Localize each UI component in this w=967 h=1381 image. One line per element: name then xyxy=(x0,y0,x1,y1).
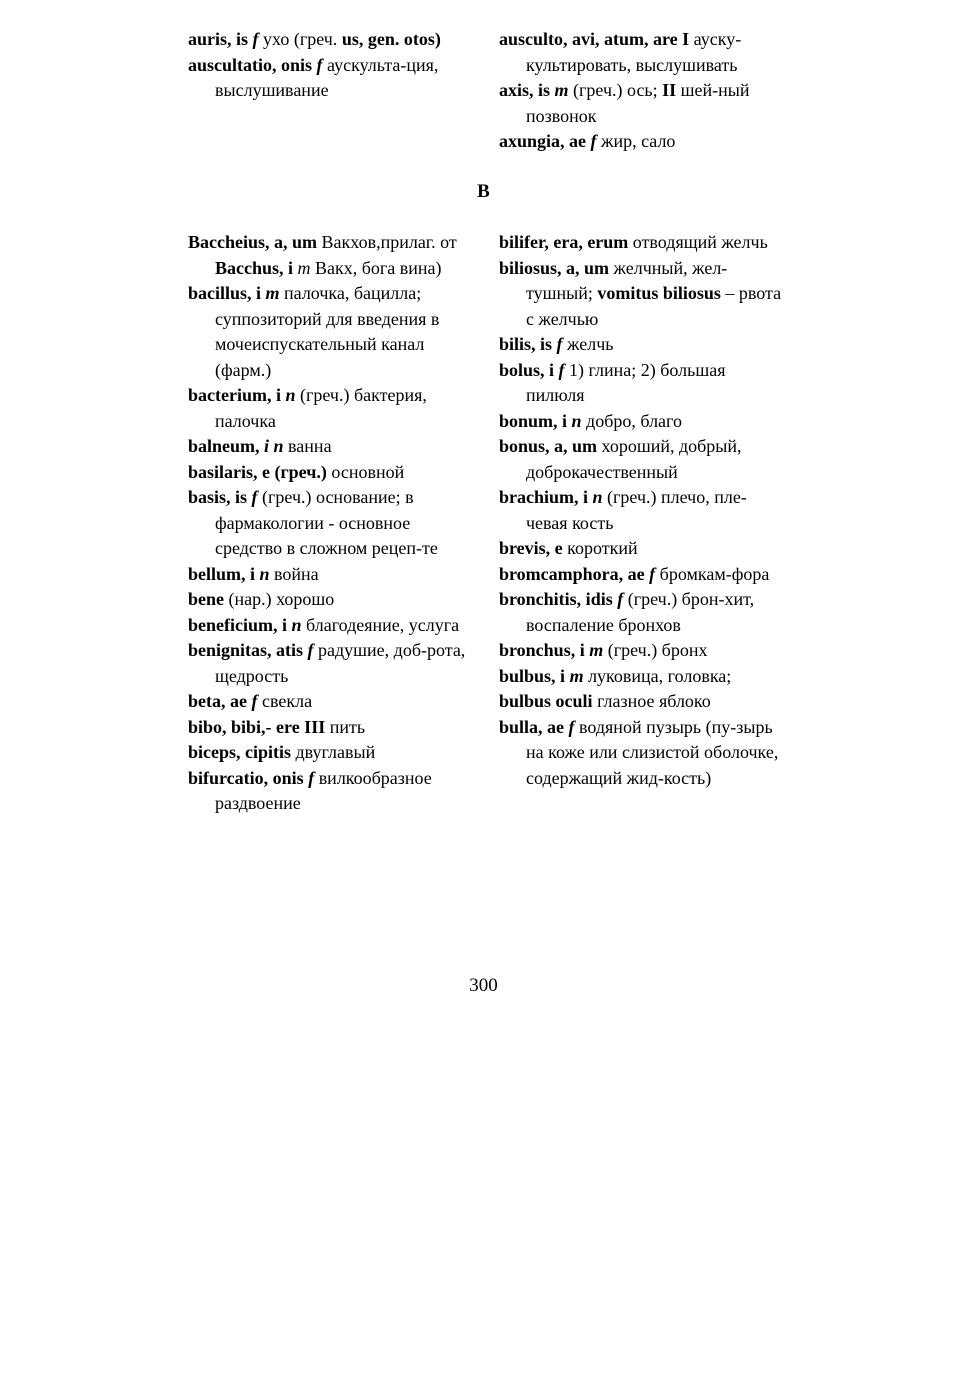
entry-headword: bronchitis, idis xyxy=(499,589,618,609)
entry-definition: водяной пузырь (пу-зырь на коже или слизистой оболочке, содержащий жид-кость) xyxy=(526,716,779,788)
entry-definition: (греч.) бронх xyxy=(603,640,708,660)
dictionary-entry xyxy=(188,613,473,639)
entry-definition: желчь xyxy=(562,334,614,354)
entry-definition: луковица, головка; xyxy=(583,665,732,686)
entry-headword: bulla, ae xyxy=(499,716,569,737)
entry-headword: bifurcatio, onis xyxy=(188,767,309,788)
entry-definition: бромкам-фора xyxy=(655,563,770,584)
entry-headword: basilaris, e (греч.) xyxy=(188,461,327,482)
dictionary-entry xyxy=(188,460,473,486)
top-right-column xyxy=(499,27,784,155)
entry-definition: ванна xyxy=(283,436,332,456)
entry-headword: auscultatio, onis xyxy=(188,54,317,75)
entry-grammar-mark: f xyxy=(307,640,314,660)
dictionary-entry xyxy=(499,638,784,664)
entry-definition: глазное яблоко xyxy=(592,691,711,711)
entry-definition: (греч.) бактерия, палочка xyxy=(215,385,427,431)
entry-grammar-mark: f xyxy=(556,334,563,354)
entry-definition: 1) глина; 2) большая пилюля xyxy=(526,359,726,405)
dictionary-entry xyxy=(499,689,784,715)
entry-headword: bulbus, i xyxy=(499,665,570,686)
dictionary-entry xyxy=(188,281,473,383)
entry-definition: (греч.) основание; в фармакологии - основное средство в сложном рецеп-те xyxy=(215,487,438,558)
entry-definition: свекла xyxy=(257,691,313,711)
entry-headword: vomitus biliosus xyxy=(597,283,721,303)
dictionary-entry xyxy=(188,587,473,613)
entry-grammar-mark: m xyxy=(265,283,280,303)
dictionary-entry xyxy=(499,230,784,256)
dictionary-entry xyxy=(188,53,473,104)
entry-headword: bibo, bibi,- ere III xyxy=(188,716,326,737)
entry-grammar-mark: f xyxy=(617,589,624,609)
entry-headword: bene xyxy=(188,589,224,609)
dictionary-entry xyxy=(499,409,784,435)
entry-grammar-mark: f xyxy=(251,691,258,711)
entry-definition: – рвота с желчью xyxy=(526,283,782,329)
dictionary-entry xyxy=(499,27,784,78)
entry-headword: biliosus, a, um xyxy=(499,257,610,278)
entry-headword: us, gen. otos) xyxy=(341,29,441,49)
entry-headword: axungia, ae xyxy=(499,131,591,151)
entry-definition: радушие, доб-рота, щедрость xyxy=(215,640,466,686)
entry-grammar-mark: f xyxy=(558,359,565,380)
entry-headword: bacterium, i xyxy=(188,385,286,405)
dictionary-entry xyxy=(188,562,473,588)
dictionary-entry xyxy=(499,256,784,333)
entry-grammar-mark: n xyxy=(285,385,296,405)
entry-definition: шей-ный позвонок xyxy=(526,80,750,126)
entry-grammar-mark: n xyxy=(571,410,582,431)
entry-headword: brachium, i xyxy=(499,487,593,507)
entry-definition: вилкообразное раздвоение xyxy=(215,767,432,813)
dictionary-entry xyxy=(499,587,784,638)
entry-definition: палочка, бацилла; суппозиторий для введения в мочеиспускательный канал (фарм.) xyxy=(215,283,440,380)
dictionary-entry xyxy=(499,434,784,485)
dictionary-entry xyxy=(499,358,784,409)
entry-grammar-mark: m xyxy=(554,80,569,100)
entry-headword: bulbus oculi xyxy=(499,691,593,711)
entry-grammar-mark: f xyxy=(590,131,597,151)
dictionary-entry xyxy=(499,485,784,536)
dictionary-entry xyxy=(499,664,784,690)
dictionary-entry xyxy=(188,27,473,53)
entry-headword: bonum, i xyxy=(499,410,572,431)
entry-definition: (греч.) брон-хит, воспаление бронхов xyxy=(526,589,755,635)
dictionary-entry xyxy=(188,638,473,689)
entry-definition: хороший, добрый, доброкачественный xyxy=(526,436,742,482)
dictionary-entry xyxy=(188,434,473,460)
dictionary-entry xyxy=(499,562,784,588)
entry-grammar-mark: f xyxy=(252,29,259,49)
entry-definition: (нар.) хорошо xyxy=(224,589,335,609)
entry-grammar-mark: f xyxy=(316,54,323,75)
entry-definition: добро, благо xyxy=(581,410,682,431)
entry-headword: beta, ae xyxy=(188,691,252,711)
dictionary-entry xyxy=(499,332,784,358)
dictionary-entry xyxy=(188,383,473,434)
entry-definition: пить xyxy=(325,716,366,737)
dictionary-entry xyxy=(188,715,473,741)
entry-definition: основной xyxy=(326,461,405,482)
entry-headword: bonus, a, um xyxy=(499,436,598,456)
entry-headword: bacillus, i xyxy=(188,283,266,303)
dictionary-entry xyxy=(499,715,784,792)
dictionary-entry xyxy=(499,78,784,129)
entry-grammar-mark: f xyxy=(251,487,258,507)
entry-headword: Baccheius, a, um xyxy=(188,232,318,252)
entry-grammar-mark: n xyxy=(259,563,270,584)
dictionary-entry xyxy=(188,485,473,562)
entry-definition: Вакх, бога вина) xyxy=(310,257,442,278)
entry-grammar-mark: m xyxy=(569,665,584,686)
top-left-column xyxy=(188,27,473,104)
entry-definition: (греч.) ось; xyxy=(568,80,663,100)
entry-headword: biceps, cipitis xyxy=(188,742,292,762)
dictionary-entry xyxy=(188,689,473,715)
entry-headword: brevis, e xyxy=(499,538,563,558)
entry-headword: bromcamphora, ae xyxy=(499,563,650,584)
entry-grammar-mark: f xyxy=(568,716,575,737)
dictionary-entry xyxy=(188,766,473,817)
b-left-column xyxy=(188,230,473,817)
entry-grammar-mark: i n xyxy=(264,436,284,456)
entry-headword: bolus, i xyxy=(499,359,559,380)
page-number: 300 xyxy=(469,975,498,996)
entry-grammar-mark: m xyxy=(297,257,311,278)
dictionary-entry xyxy=(499,129,784,155)
entry-headword: beneficium, i xyxy=(188,614,292,635)
entry-definition: благодеяние, услуга xyxy=(301,614,460,635)
entry-headword: balneum, xyxy=(188,436,265,456)
entry-definition: короткий xyxy=(562,538,638,558)
entry-definition: Вакхов,прилаг. от xyxy=(317,232,457,252)
entry-grammar-mark: f xyxy=(649,563,656,584)
entry-headword: axis, is xyxy=(499,80,555,100)
entry-definition: отводящий желчь xyxy=(628,232,768,252)
section-letter-heading: B xyxy=(477,181,490,202)
entry-definition: жир, сало xyxy=(596,131,676,151)
dictionary-entry xyxy=(499,536,784,562)
entry-headword: benignitas, atis xyxy=(188,640,308,660)
entry-headword: ausculto, avi, atum, are I xyxy=(499,29,690,49)
entry-headword: bellum, i xyxy=(188,563,260,584)
dictionary-entry xyxy=(188,740,473,766)
entry-headword: basis, is xyxy=(188,487,252,507)
entry-headword: bilis, is xyxy=(499,334,557,354)
b-right-column xyxy=(499,230,784,791)
entry-definition: ухо (греч. xyxy=(258,29,342,49)
entry-grammar-mark: n xyxy=(291,614,302,635)
entry-headword: II xyxy=(662,80,677,100)
entry-headword: Bacchus, i xyxy=(215,257,298,278)
dictionary-entry xyxy=(188,230,473,281)
entry-headword: bilifer, era, erum xyxy=(499,232,629,252)
entry-definition: двуглавый xyxy=(291,742,376,762)
entry-headword: auris, is xyxy=(188,29,253,49)
entry-grammar-mark: n xyxy=(592,487,603,507)
entry-headword: bronchus, i xyxy=(499,640,590,660)
entry-grammar-mark: f xyxy=(308,767,315,788)
entry-definition: ауску-культировать, выслушивать xyxy=(526,29,742,75)
entry-definition: аускульта-ция, выслушивание xyxy=(215,54,439,100)
entry-definition: война xyxy=(269,563,319,584)
entry-definition: желчный, жел-тушный; xyxy=(526,257,728,303)
entry-definition: (греч.) плечо, пле-чевая кость xyxy=(526,487,747,533)
entry-grammar-mark: m xyxy=(589,640,604,660)
